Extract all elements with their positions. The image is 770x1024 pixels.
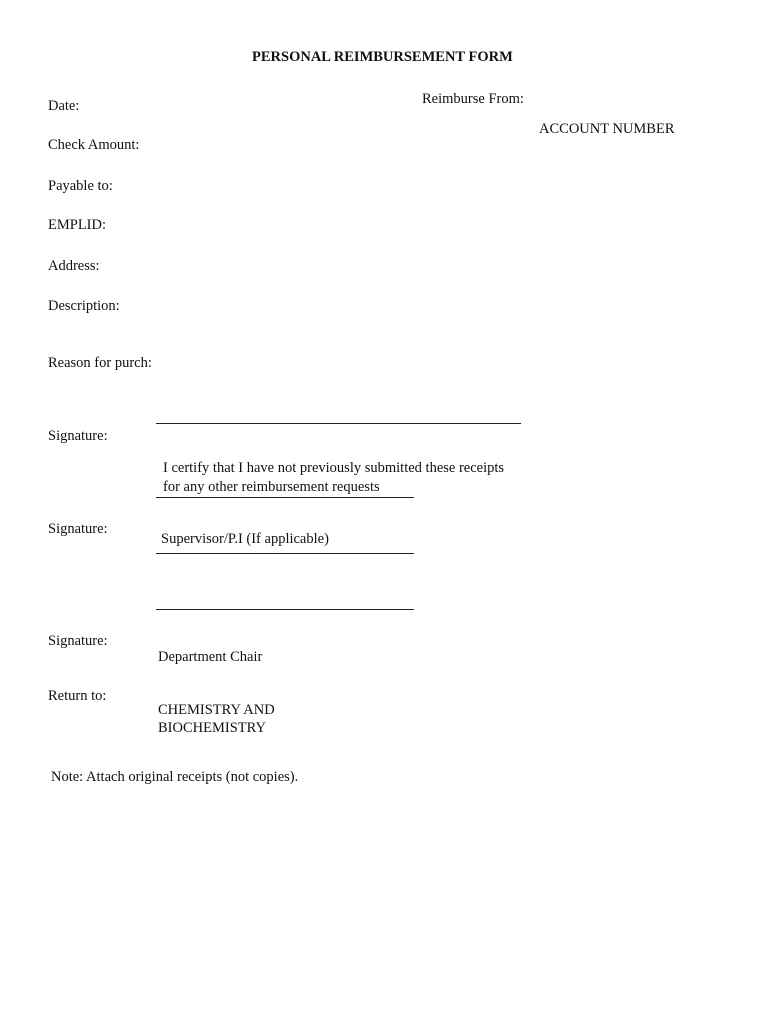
check-amount-label: Check Amount:	[48, 137, 140, 153]
return-to-line2: BIOCHEMISTRY	[158, 720, 266, 736]
reason-label: Reason for purch:	[48, 355, 152, 371]
receipts-note: Note: Attach original receipts (not copies).	[51, 769, 299, 785]
emplid-label: EMPLID:	[48, 217, 106, 233]
certify-text-line2: for any other reimbursement requests	[163, 479, 380, 495]
account-number-label: ACCOUNT NUMBER	[539, 121, 675, 137]
date-label: Date:	[48, 98, 80, 114]
signature-line-employee[interactable]	[156, 423, 521, 424]
signature-line-supervisor-top[interactable]	[156, 497, 414, 498]
description-label: Description:	[48, 298, 120, 314]
reimburse-from-label: Reimburse From:	[422, 91, 524, 107]
return-to-label: Return to:	[48, 688, 107, 704]
signature-label-supervisor: Signature:	[48, 521, 108, 537]
department-chair-caption: Department Chair	[158, 649, 263, 665]
payable-to-label: Payable to:	[48, 178, 113, 194]
signature-line-chair[interactable]	[156, 609, 414, 610]
certify-text-line1: I certify that I have not previously submitted these receipts	[163, 460, 505, 476]
signature-label-chair: Signature:	[48, 633, 108, 649]
signature-line-supervisor-bottom[interactable]	[156, 553, 414, 554]
signature-label-employee: Signature:	[48, 428, 108, 444]
supervisor-caption: Supervisor/P.I (If applicable)	[161, 531, 329, 547]
form-title: PERSONAL REIMBURSEMENT FORM	[252, 49, 513, 65]
address-label: Address:	[48, 258, 100, 274]
return-to-line1: CHEMISTRY AND	[158, 702, 275, 718]
